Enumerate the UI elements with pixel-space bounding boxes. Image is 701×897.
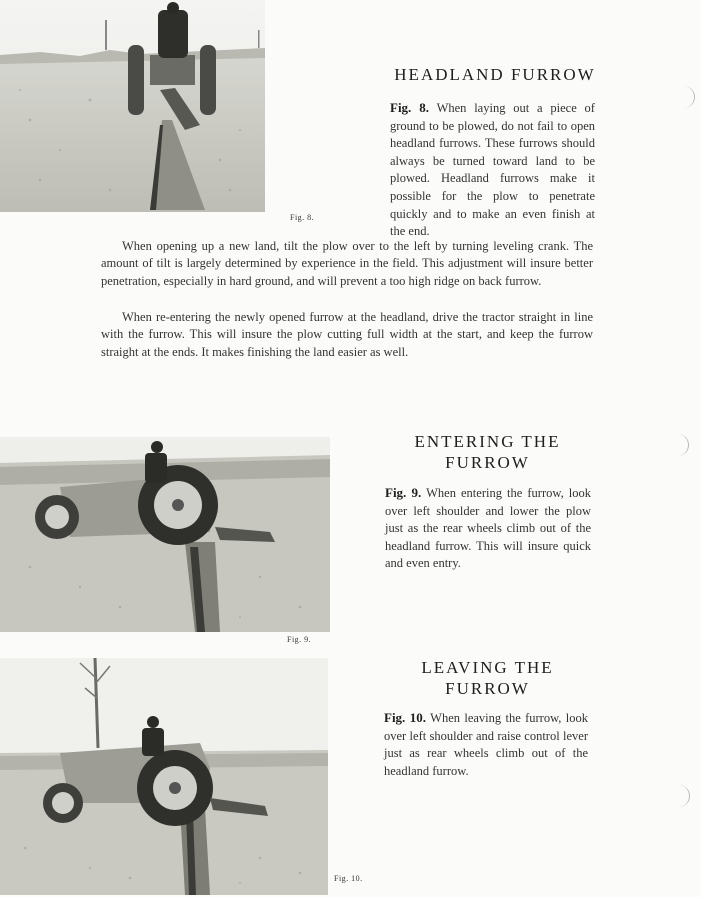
section-heading-entering-the-furrow (375, 431, 600, 473)
fig-9-text: When entering the furrow, look over left shoulder and lower the plow just as the rear wheels climb out of the headland furrow. This will insure quick and even entry. (385, 486, 591, 571)
section-heading-leaving-the-furrow (375, 657, 600, 699)
fig-8-description (390, 99, 595, 241)
fig-10-description (384, 709, 588, 780)
tractor-rear-photo-icon (0, 0, 265, 212)
fig-10-photo (0, 658, 328, 895)
tractor-side-photo-icon (0, 437, 330, 632)
fig-8-text: When laying out a piece of ground to be plowed, do not fail to open headland furrows. These furrows should always be turned toward land to be plowed. Headland furrows make it possible for the plow to penetrate quickly and to make an even finish at the end. (390, 101, 595, 239)
section-heading-headland-furrow (380, 64, 610, 85)
binder-hole-mark (676, 434, 689, 456)
tractor-side-photo-icon (0, 658, 328, 895)
fig-9-label: Fig. 9. (385, 485, 422, 500)
binder-hole-mark (682, 86, 695, 108)
fig-8-photo (0, 0, 265, 212)
fig-9-description (385, 484, 591, 573)
body-paragraph-text: When re-entering the newly opened furrow at the headland, drive the tractor straight in line with the furrow. This will insure the plow cutting full width at the start, and keep the furrow straight at the ends. It makes finishing the land easier as well. (101, 310, 593, 359)
heading-line: HEADLAND FURROW (394, 65, 596, 84)
body-paragraph-text: When opening up a new land, tilt the plow over to the left by turning leveling crank. The amount of tilt is largely determined by experience in the field. This adjustment will insure better penetration, especially in hard ground, and will prevent a too high ridge on back furrow. (101, 239, 593, 288)
fig-8-label: Fig. 8. (390, 100, 429, 115)
heading-line: ENTERING THE (414, 432, 561, 451)
heading-line: LEAVING THE (421, 658, 554, 677)
fig-10-label: Fig. 10. (384, 710, 427, 725)
body-paragraph (101, 238, 593, 290)
heading-line: FURROW (445, 453, 530, 472)
body-paragraph (101, 309, 593, 361)
fig-8-caption: Fig. 8. (290, 213, 315, 222)
fig-9-caption: Fig. 9. (287, 635, 312, 644)
heading-line: FURROW (445, 679, 530, 698)
fig-10-text: When leaving the furrow, look over left shoulder and raise control lever just as rear wheels climb out of the headland furrow. (384, 711, 588, 778)
fig-9-photo (0, 437, 330, 632)
fig-10-caption: Fig. 10. (334, 874, 363, 883)
binder-hole-mark (677, 785, 690, 807)
